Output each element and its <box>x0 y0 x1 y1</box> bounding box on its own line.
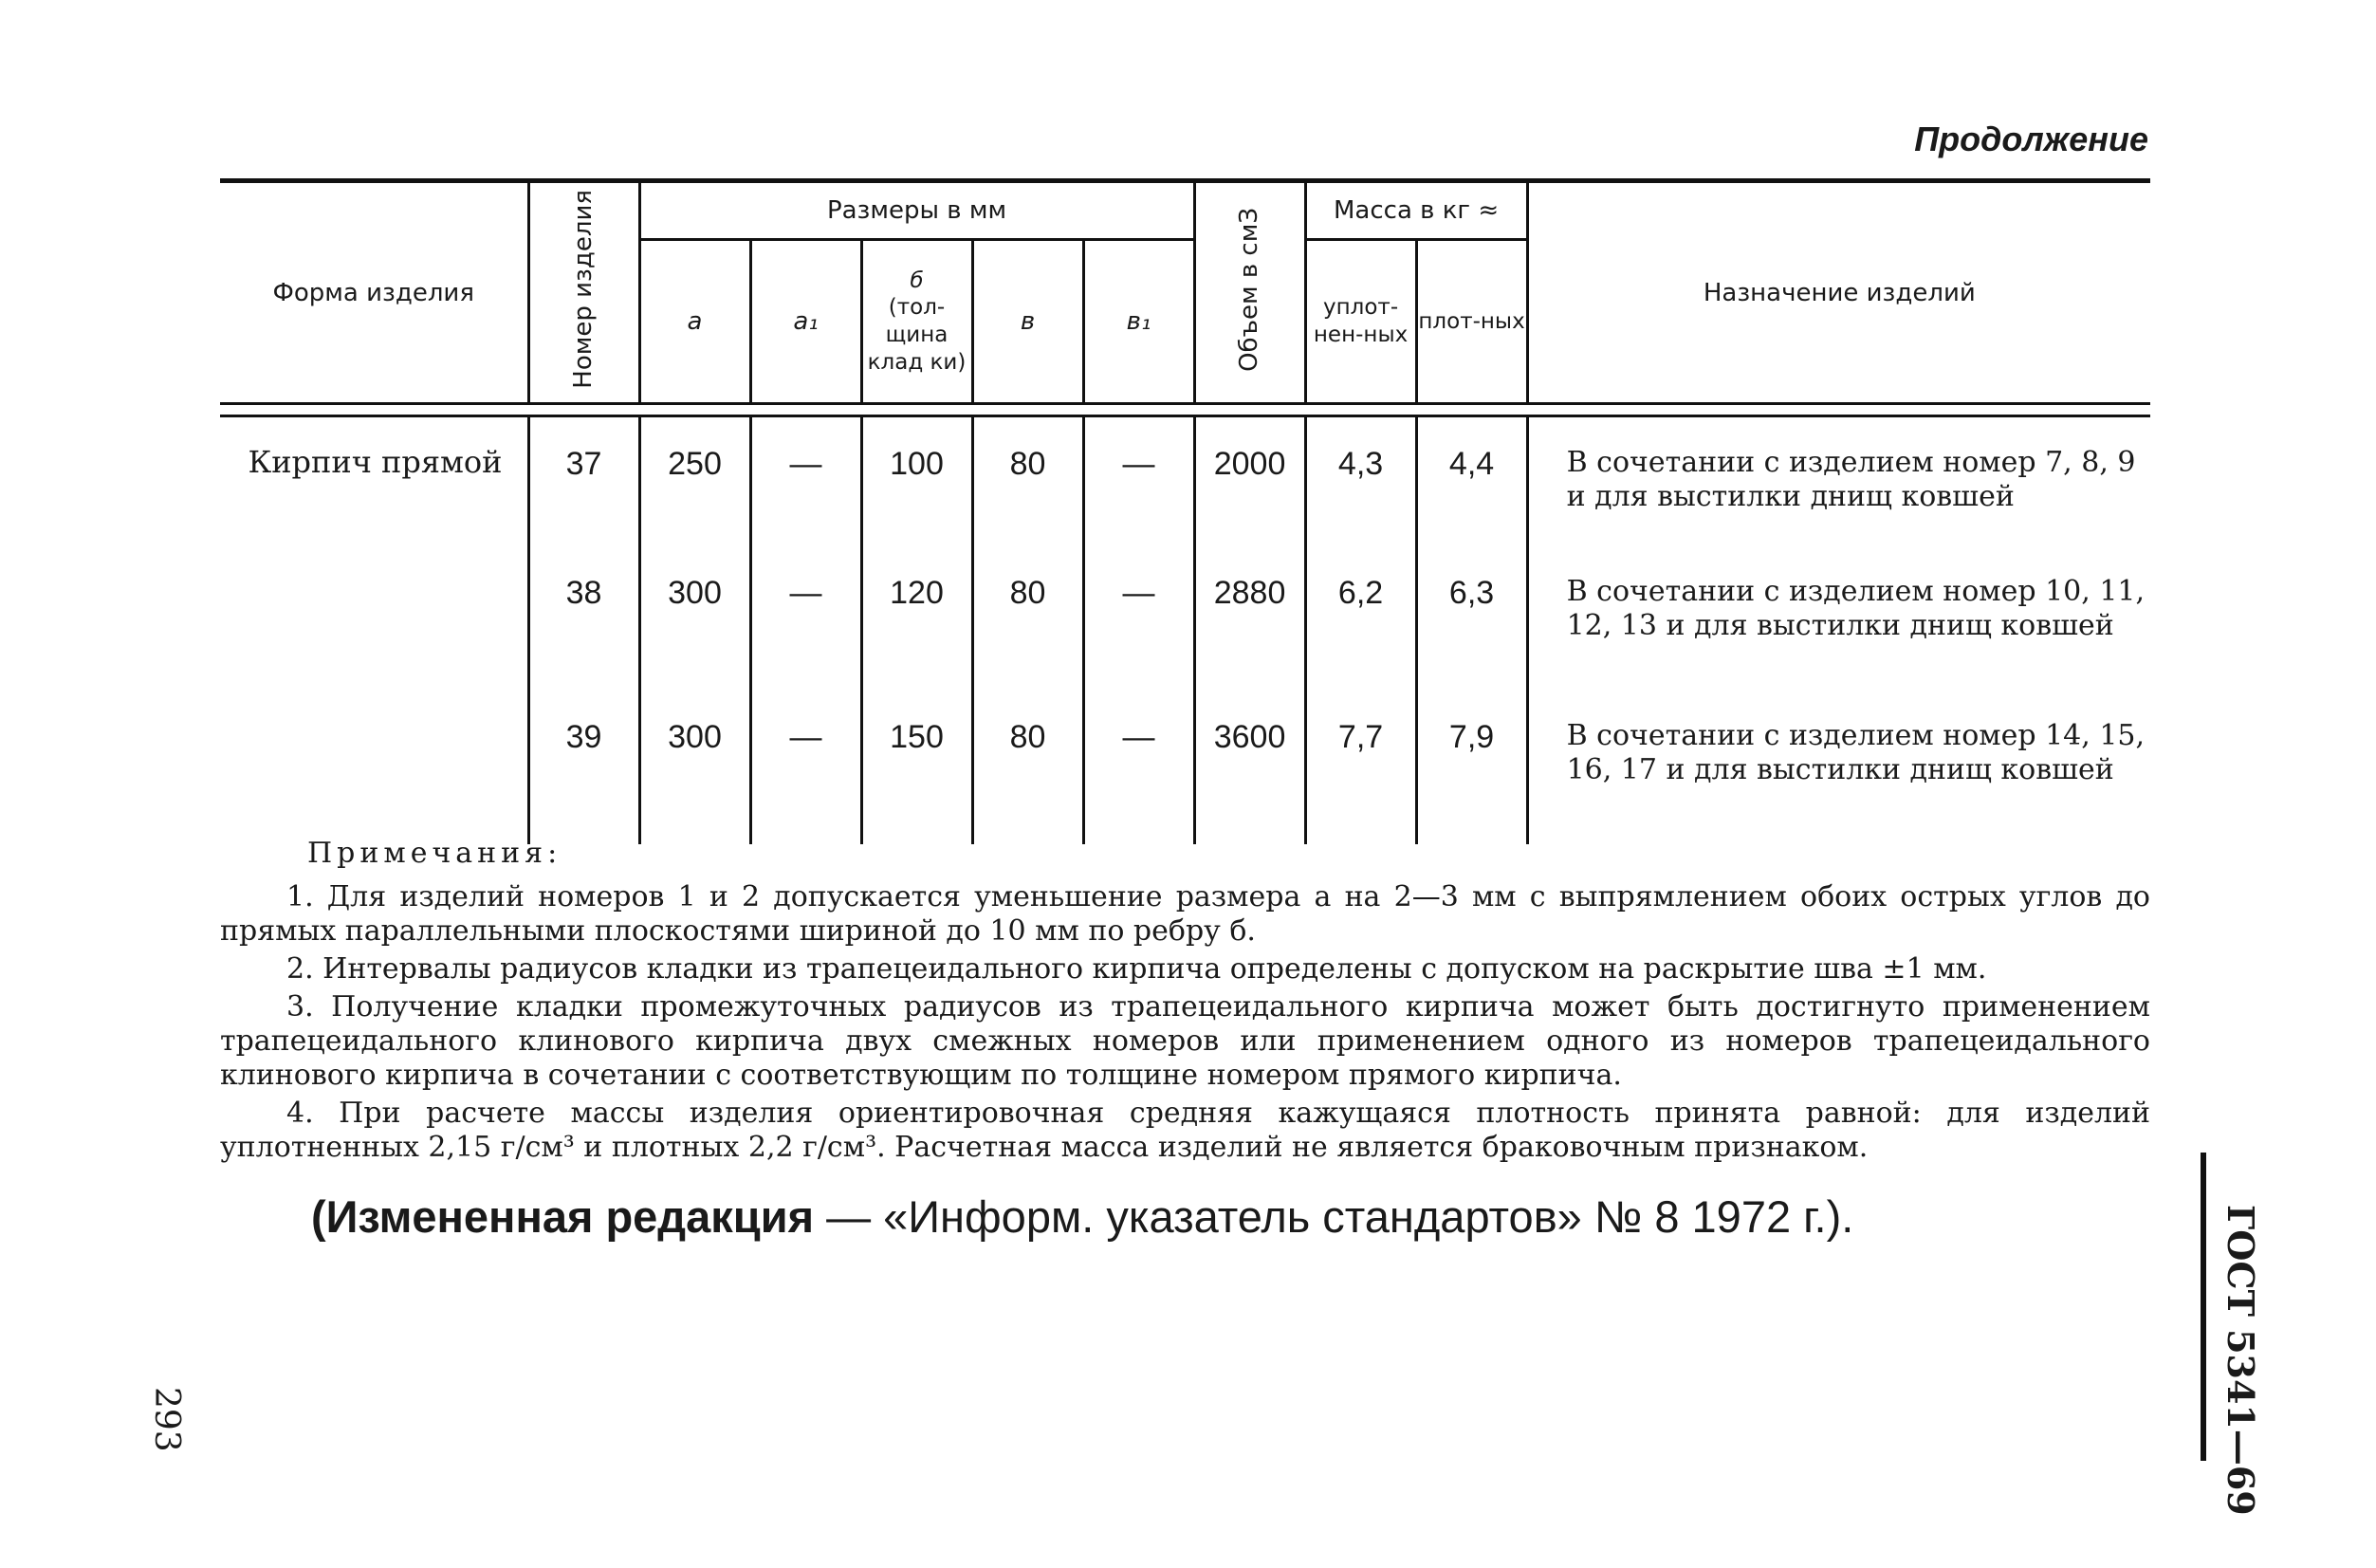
col-a1-header: а₁ <box>750 240 861 404</box>
cell-purpose: В сочетании с изделием номер 7, 8, 9 и для выстилки днищ ковшей <box>1527 416 2150 547</box>
cell-v1: — <box>1083 416 1194 547</box>
col-b-note: (тол-щина клад ки) <box>867 295 967 375</box>
page-number: 293 <box>147 1387 186 1452</box>
cell-a1: — <box>750 702 861 844</box>
cell-mass-compacted: 7,7 <box>1305 702 1416 844</box>
cell-v: 80 <box>972 702 1083 844</box>
side-rule <box>2201 1153 2206 1461</box>
col-a-header: а <box>639 240 750 404</box>
cell-number: 39 <box>528 702 639 844</box>
redaction-bold: (Измененная редакция <box>311 1191 815 1242</box>
cell-volume: 3600 <box>1194 702 1305 844</box>
redaction-note <box>311 1190 1853 1243</box>
col-b-letter: б <box>910 267 924 293</box>
table-row <box>220 416 2150 547</box>
cell-v: 80 <box>972 546 1083 702</box>
cell-mass-compacted: 6,2 <box>1305 546 1416 702</box>
product-table <box>220 178 2150 844</box>
cell-purpose: В сочетании с изделием номер 10, 11, 12, 13 и для выстилки днищ ковшей <box>1527 546 2150 702</box>
cell-b: 100 <box>861 416 972 547</box>
cell-a: 300 <box>639 546 750 702</box>
cell-a1: — <box>750 416 861 547</box>
notes-title: Примечания: <box>307 837 562 870</box>
mass-group-header: Масса в кг ≈ <box>1305 181 1527 240</box>
note-item: 3. Получение кладки промежуточных радиусов из трапецеидального кирпича может быть достигнуто применением трапецеидального клинового кирпича двух смежных номеров или применением одного из номеров трапецеидального клинового кирпича в сочетании с соответствующим по толщине номером прямого кирпича. <box>220 990 2150 1092</box>
redaction-rest: — «Информ. указатель стандартов» № 8 1972 г.). <box>814 1191 1854 1242</box>
col-v1-header: в₁ <box>1083 240 1194 404</box>
sizes-group-header: Размеры в мм <box>639 181 1194 240</box>
gost-label: ГОСТ 5341—69 <box>2219 1205 2262 1516</box>
col-dense-header: плот-ных <box>1416 240 1527 404</box>
col-compacted-header: уплот-нен-ных <box>1305 240 1416 404</box>
col-b-header <box>861 240 972 404</box>
cell-mass-dense: 4,4 <box>1416 416 1527 547</box>
cell-mass-compacted: 4,3 <box>1305 416 1416 547</box>
cell-number: 38 <box>528 546 639 702</box>
col-v-header: в <box>972 240 1083 404</box>
cell-b: 120 <box>861 546 972 702</box>
cell-purpose: В сочетании с изделием номер 14, 15, 16, 17 и для выстилки днищ ковшей <box>1527 702 2150 844</box>
note-item: 4. При расчете массы изделия ориентировочная средняя кажущаяся плотность принята равной: для изделий уплотненных 2,15 г/см³ и плотных 2,2 г/см³. Расчетная масса изделий не является браковочным признаком. <box>220 1097 2150 1164</box>
cell-mass-dense: 7,9 <box>1416 702 1527 844</box>
cell-a: 300 <box>639 702 750 844</box>
notes-section <box>220 837 2150 1169</box>
note-item: 1. Для изделий номеров 1 и 2 допускается уменьшение размера а на 2—3 мм с выпрямлением обоих острых углов до прямых параллельными плоскостями шириной до 10 мм по ребру б. <box>220 880 2150 948</box>
cell-a1: — <box>750 546 861 702</box>
cell-mass-dense: 6,3 <box>1416 546 1527 702</box>
col-volume-header: Объем в смЗ <box>1194 181 1305 404</box>
cell-v1: — <box>1083 702 1194 844</box>
note-item: 2. Интервалы радиусов кладки из трапецеидального кирпича определены с допуском на раскрытие шва ±1 мм. <box>286 952 1987 986</box>
cell-a: 250 <box>639 416 750 547</box>
col-purpose-header: Назначение изделий <box>1527 181 2150 404</box>
cell-volume: 2000 <box>1194 416 1305 547</box>
cell-v: 80 <box>972 416 1083 547</box>
col-form-header: Форма изделия <box>272 278 474 307</box>
col-number-header: Номер изделия <box>528 181 639 404</box>
continuation-label: Продолжение <box>1914 120 2148 158</box>
cell-volume: 2880 <box>1194 546 1305 702</box>
cell-number: 37 <box>528 416 639 547</box>
cell-v1: — <box>1083 546 1194 702</box>
cell-b: 150 <box>861 702 972 844</box>
form-name: Кирпич прямой <box>248 444 503 480</box>
